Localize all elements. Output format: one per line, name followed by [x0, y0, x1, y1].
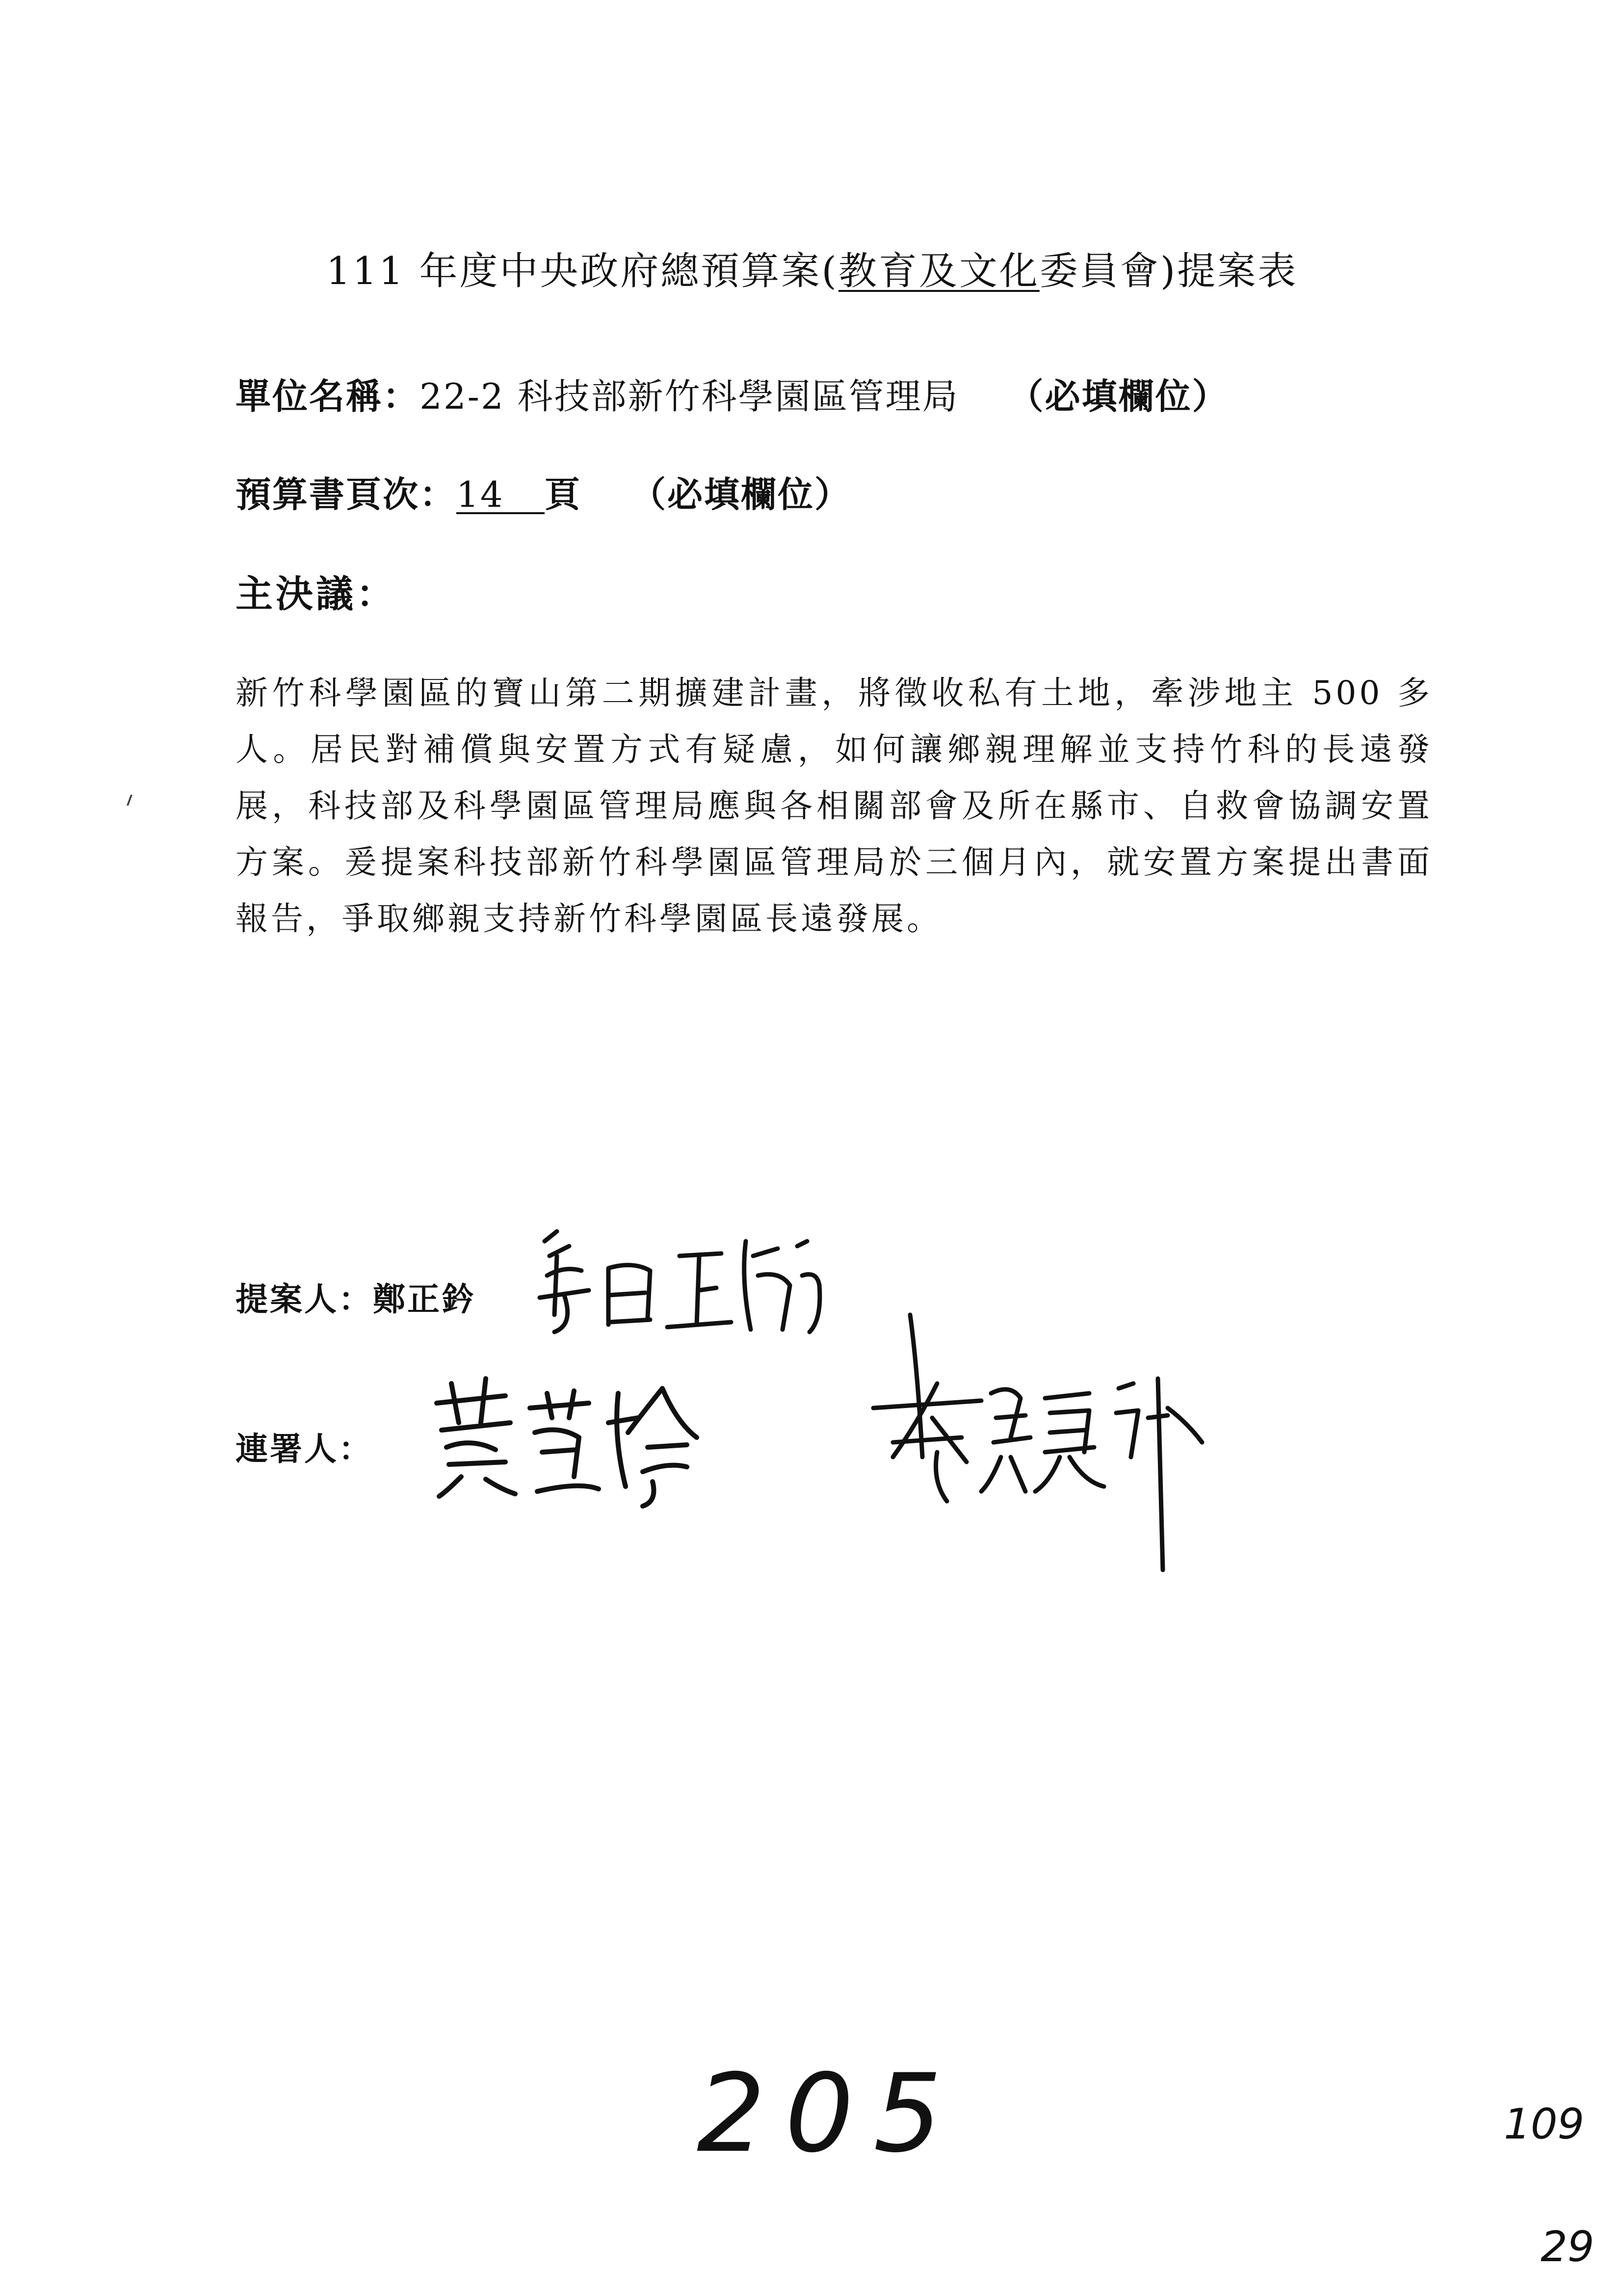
cosigner-signature-1: [432, 1364, 707, 1511]
page-number-value: 14: [456, 477, 545, 514]
proposer-signature: [535, 1212, 829, 1349]
resolution-heading: 主決議：: [236, 572, 396, 616]
form-title: [0, 240, 1624, 295]
unit-value: 22-2 科技部新竹科學園區管理局: [419, 376, 959, 417]
title-committee: 教育及文化: [838, 249, 1040, 293]
cosigner-label: 連署人：: [236, 1430, 373, 1468]
corner-note-top: 109: [1504, 2100, 1585, 2149]
cosigner-signature-2: [864, 1295, 1207, 1580]
corner-note-bottom: 29: [1541, 2222, 1595, 2271]
unit-required-note: （必填欄位）: [1008, 375, 1229, 417]
cosigner-line: [236, 1423, 373, 1469]
proposer-name: 鄭正鈐: [373, 1280, 476, 1318]
page-label: 預算書頁次：: [236, 473, 457, 515]
resolution-body: 新竹科學園區的寶山第二期擴建計畫，將徵收私有土地，牽涉地主 500 多人。居民對補償與安置方式有疑慮，如何讓鄉親理解並支持竹科的長遠發展，科技部及科學園區管理局應與各相關部會及所在縣市、自救會協調安置方案。爰提案科技部新竹科學園區管理局於三個月內，就安置方案提出書面報告，爭取鄉親支持新竹科學園區長遠發展。: [236, 674, 1433, 938]
title-suffix: 委員會)提案表: [1039, 249, 1298, 293]
margin-mark: [127, 795, 137, 806]
unit-field: [236, 368, 1229, 419]
proposer-label: 提案人：: [236, 1280, 373, 1318]
budget-page-field: [236, 466, 851, 517]
page-required-note: （必填欄位）: [630, 473, 852, 515]
proposer-line: [236, 1273, 476, 1320]
unit-label: 單位名稱：: [236, 375, 420, 417]
handwritten-page-number: 205: [697, 2051, 962, 2176]
title-prefix: 111 年度中央政府總預算案(: [326, 249, 838, 293]
page-unit: 頁: [545, 473, 582, 515]
